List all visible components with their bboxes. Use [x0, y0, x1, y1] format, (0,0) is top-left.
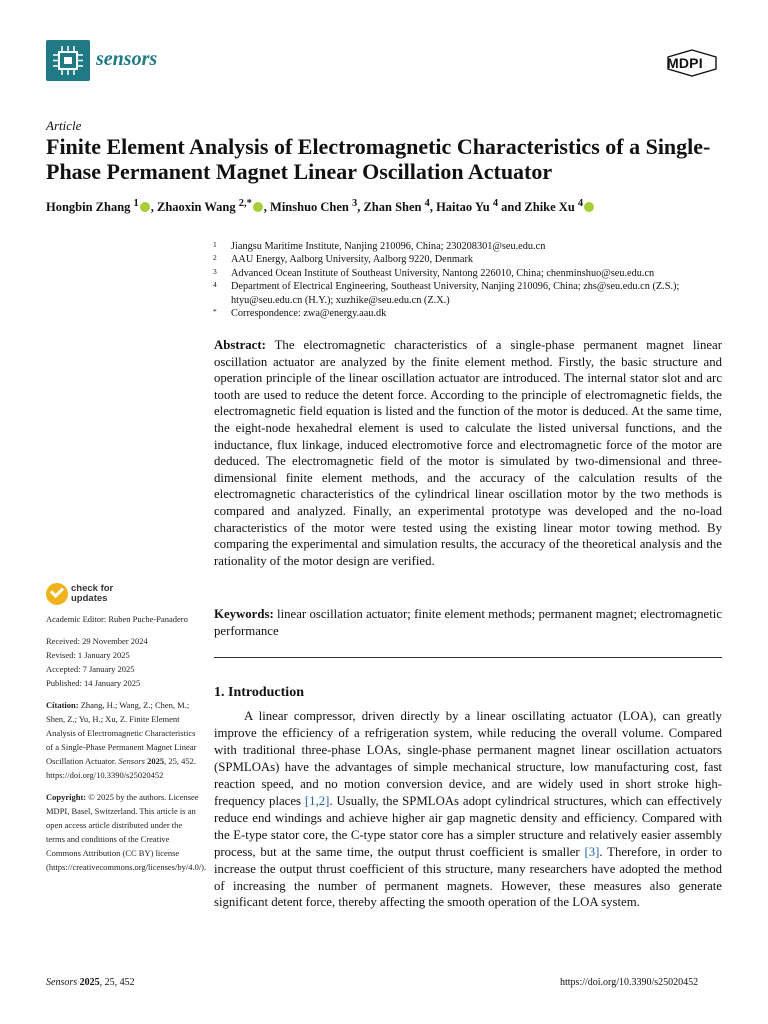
- author[interactable]: Zhaoxin Wang $^{2,*}$: [157, 198, 252, 215]
- journal-logo: [46, 40, 90, 81]
- abstract-text: The electromagnetic characteristics of a single-phase permanent magnet linear oscillation actuator are analyzed by the finite element method. Firstly, the basic structure and operation principle of the linear oscillation actuator are introduced. The internal stator slot and arc tooth are used to reduce the detent force. According to the principle of electromagnetic fields, the electromagnetic field equation is listed and the function of the motor is deduced. At the same time, the eight-node hexahedral element is used to calculate the listed universal functions, and the inductance, flux linkage, induced electromotive force and electromagnetic force of the motor are deduced. The electromagnetic field of the motor is simulated by two-dimensional and three-dimensional finite element methods, and the accuracy of the calculation results of the electromagnetic characteristics of the cylindrical linear oscillation motor by the two methods is compared and analyzed. Finally, an experimental prototype was developed and the no-load characteristics of the motor were tested using the existing linear motor towing method. By comparing the experimental and simulation results, the accuracy of the theoretical analysis and the rationality of the motor design are verified.: [214, 338, 723, 568]
- orcid-icon[interactable]: [253, 202, 263, 212]
- orcid-icon[interactable]: [140, 202, 150, 212]
- journal-name: sensors: [96, 48, 158, 70]
- abstract-label: Abstract:: [214, 338, 266, 352]
- orcid-icon[interactable]: [584, 202, 594, 212]
- author[interactable]: Hongbin Zhang $^1$: [46, 198, 139, 215]
- published-date: Published: 14 January 2025: [46, 678, 141, 688]
- citation-link[interactable]: [3]: [584, 844, 600, 859]
- author[interactable]: Haitao Yu $^4$: [436, 198, 499, 215]
- author[interactable]: Zhan Shen $^4$: [363, 198, 430, 215]
- revised-date: Revised: 1 January 2025: [46, 650, 130, 660]
- keywords-text: linear oscillation actuator; finite element methods; permanent magnet; electromagnetic performance: [214, 607, 723, 638]
- footer-doi[interactable]: https://doi.org/10.3390/s25020452: [560, 977, 699, 988]
- section-divider: [214, 657, 722, 658]
- affiliation: 4 Department of Electrical Engineering, Southeast University, Nanjing 210096, China; zhs@seu.edu.cn (Z.S.); htyu@seu.edu.cn (H.Y.); xuzhike@seu.edu.cn (Z.X.): [213, 280, 680, 306]
- footer-citation: Sensors 2025, 25, 452: [46, 977, 135, 988]
- citation-block: Citation: Zhang, H.; Wang, Z.; Chen, M.; Shen, Z.; Yu, H.; Xu, Z. Finite Element Analysis of Electromagnetic Characteristics of a Single-Phase Permanent Magnet Linear Oscillation Actuator. Sensors 2025, 25, 452. https://doi.org/10.3390/s25020452: [46, 700, 197, 780]
- intro-paragraph: A linear compressor, driven directly by a linear oscillating actuator (LOA), can greatly improve the efficiency of a refrigeration system, while reducing the overall volume. Compared with traditional three-phase LOAs, single-phase permanent magnet linear oscillation actuators (SPMLOAs) have the advantages of simple mechanical structure, low manufacturing cost, fast reaction speed, and no motion conversion device, and are widely used in short stroke high-frequency places [1,2]. Usually, the SPMLOAs adopt cylindrical structures, which can effectively reduce end windings and achieve higher air gap magnetic density and efficiency. Compared with the E-type stator core, the C-type stator core has a simpler structure and relatively easier assembly process, but at the same time, the output thrust coefficient is smaller [3]. Therefore, in order to increase the output thrust coefficient of this structure, many researchers have adopted the method of increasing the number of permanent magnets. However, these measures also generate significant detent force, thereby affecting the smooth operation of the LOA system.: [214, 709, 722, 910]
- received-date: Received: 29 November 2024: [46, 636, 148, 646]
- academic-editor: Academic Editor: Ruben Puche-Panadero: [46, 614, 188, 624]
- accepted-date: Accepted: 7 January 2025: [46, 664, 135, 674]
- affiliation: 1 Jiangsu Maritime Institute, Nanjing 210096, China; 230208301@seu.edu.cn: [213, 240, 546, 252]
- copyright-block: Copyright: © 2025 by the authors. Licensee MDPI, Basel, Switzerland. This article is an open access article distributed under the terms and conditions of the Creative Commons Attribution (CC BY) license (https://creativecommons.org/licenses/by/4.0/).: [46, 792, 207, 872]
- affiliation: 3 Advanced Ocean Institute of Southeast University, Nantong 226010, China; chenminshuo@seu.edu.cn: [213, 266, 655, 279]
- article-type: Article: [46, 118, 82, 133]
- publisher-name: MDPI: [667, 55, 703, 71]
- section-heading: 1. Introduction: [214, 685, 304, 700]
- author[interactable]: Minshuo Chen $^3$: [270, 198, 358, 215]
- paper-title: Finite Element Analysis of Electromagnetic Characteristics of a Single-Phase Permanent Magnet Linear Oscillation Actuator: [46, 134, 711, 184]
- correspondence: * Correspondence: zwa@energy.aau.dk: [213, 307, 387, 320]
- chip-icon: [46, 40, 90, 81]
- keywords-label: Keywords:: [214, 607, 274, 621]
- check-updates-button[interactable]: check for updates: [71, 583, 114, 604]
- affiliations: [213, 240, 733, 320]
- abstract: [214, 337, 722, 569]
- author[interactable]: Zhike Xu $^4$: [524, 198, 584, 215]
- author-list: Hongbin Zhang $^1$ , Zhaoxin Wang $^{2,*}$ , Minshuo Chen $^3$, Zhan Shen $^4$, Haitao Yu $^4$ and Zhike Xu $^4$: [46, 198, 746, 215]
- citation-link[interactable]: [1,2]: [304, 793, 330, 808]
- affiliation: 2 AAU Energy, Aalborg University, Aalborg 9220, Denmark: [213, 253, 474, 266]
- keywords: [214, 606, 722, 639]
- article-info-sidebar: [46, 612, 207, 874]
